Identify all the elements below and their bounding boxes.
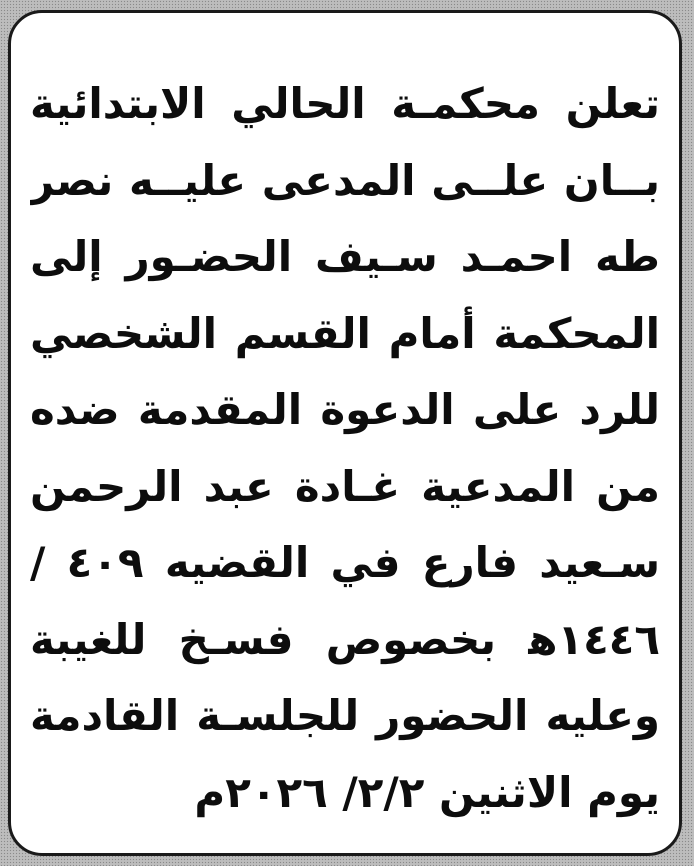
notice-line-4: المحكمة أمام القسم الشخصي [30, 308, 660, 358]
notice-line-5: للرد على الدعوة المقدمة ضده [30, 385, 660, 434]
notice-line-6: من المدعية غـادة عبد الرحمن [30, 461, 660, 511]
notice-line-3: طه احمـد سـيف الحضـور إلى [30, 232, 660, 281]
notice-line-10: يوم الاثنين ٢/٢/ ٢٠٢٦م [194, 767, 660, 817]
notice-line-1: تعلن محكمـة الحالي الابتدائية [30, 79, 660, 128]
court-notice-text [30, 66, 660, 831]
notice-line-9: وعليه الحضور للجلسـة القادمة [30, 691, 660, 740]
notice-line-7: سـعيد فارع في القضيه ٤٠٩ / [30, 538, 660, 587]
notice-line-2: بــان علــى المدعى عليــه نصر [30, 155, 660, 205]
notice-line-8: ١٤٤٦ﻫ بخصوص فسـخ للغيبة [30, 614, 660, 664]
